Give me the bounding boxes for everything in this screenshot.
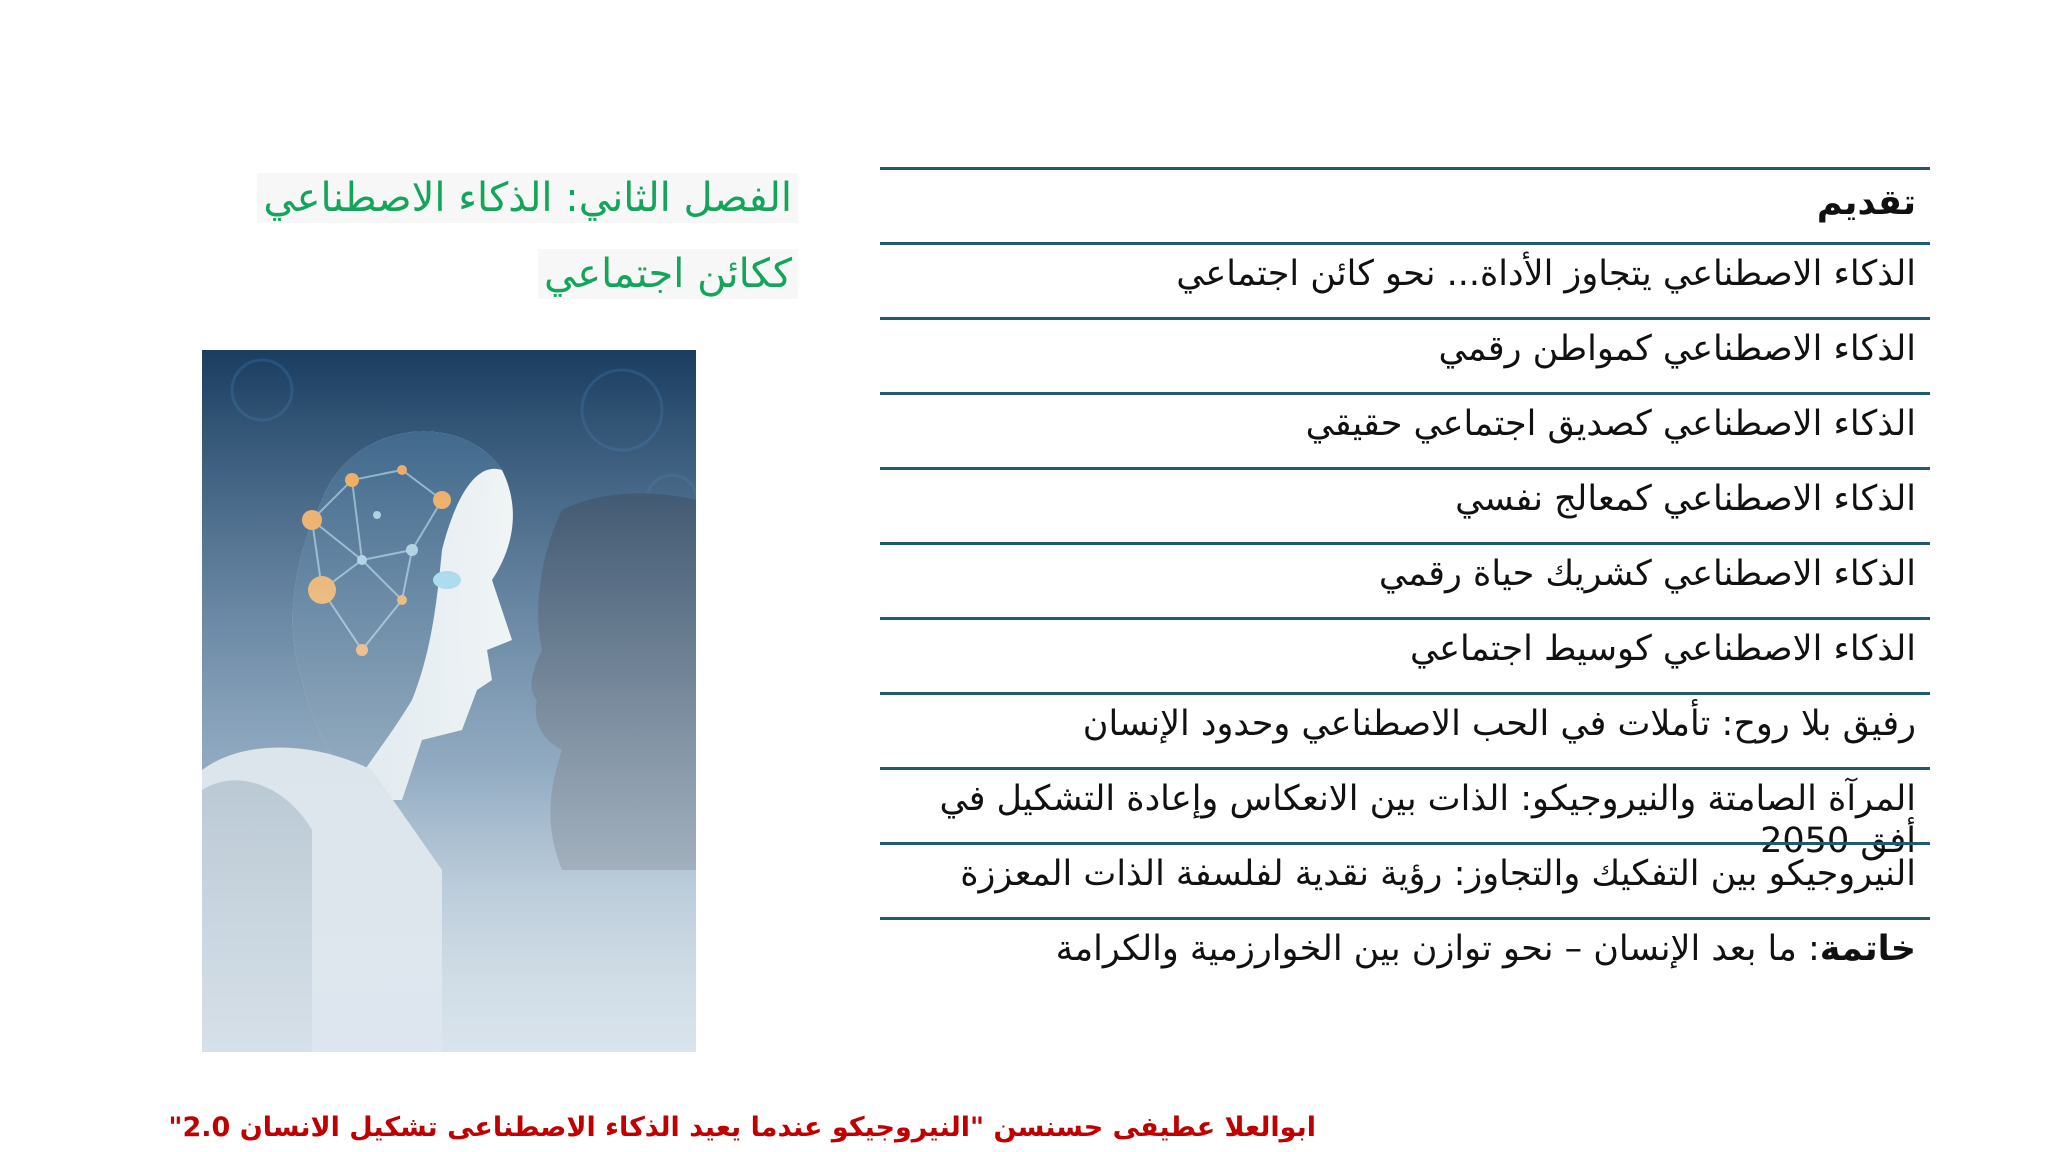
toc-item: الذكاء الاصطناعي يتجاوز الأداة... نحو كائن اجتماعي bbox=[1176, 254, 1916, 294]
toc-item: الذكاء الاصطناعي كمواطن رقمي bbox=[1438, 329, 1916, 369]
toc-item: رفيق بلا روح: تأملات في الحب الاصطناعي وحدود الإنسان bbox=[1082, 704, 1916, 744]
toc-item: المرآة الصامتة والنيروجيكو: الذات بين الانعكاس وإعادة التشكيل في أفق 2050 bbox=[939, 779, 1916, 861]
toc-item: الذكاء الاصطناعي كوسيط اجتماعي bbox=[1409, 629, 1916, 669]
toc-item: الذكاء الاصطناعي كصديق اجتماعي حقيقي bbox=[1305, 404, 1916, 444]
toc-item: الذكاء الاصطناعي كمعالج نفسي bbox=[1455, 479, 1916, 519]
toc-item-intro: تقديم bbox=[1816, 183, 1916, 223]
ai-robot-icon bbox=[202, 350, 696, 1052]
toc-item-conclusion bbox=[894, 928, 1916, 970]
table-of-contents bbox=[880, 167, 1930, 992]
toc-row[interactable] bbox=[880, 767, 1930, 861]
toc-row[interactable] bbox=[880, 692, 1930, 767]
toc-row[interactable] bbox=[880, 542, 1930, 617]
conclusion-text: : ما بعد الإنسان – نحو توازن بين الخوارزمية والكرامة bbox=[1055, 929, 1820, 969]
toc-row[interactable] bbox=[880, 392, 1930, 467]
chapter-title-line-2: ككائن اجتماعي bbox=[538, 249, 798, 299]
toc-row[interactable] bbox=[880, 617, 1930, 692]
toc-item: الذكاء الاصطناعي كشريك حياة رقمي bbox=[1378, 554, 1916, 594]
footer-citation: ابوالعلا عطيفى حسنسن "النيروجيكو عندما يعيد الذكاء الاصطناعى تشكيل الانسان 2.0" bbox=[168, 1112, 1316, 1143]
toc-row-conclusion[interactable] bbox=[880, 917, 1930, 992]
conclusion-label: خاتمة bbox=[1819, 929, 1916, 969]
toc-row[interactable] bbox=[880, 467, 1930, 542]
cover-illustration bbox=[202, 350, 696, 1052]
toc-row[interactable] bbox=[880, 317, 1930, 392]
toc-row[interactable] bbox=[880, 842, 1930, 917]
chapter-title-line-1: الفصل الثاني: الذكاء الاصطناعي bbox=[257, 173, 798, 223]
toc-row[interactable] bbox=[880, 167, 1930, 242]
toc-item: النيروجيكو بين التفكيك والتجاوز: رؤية نقدية لفلسفة الذات المعززة bbox=[960, 854, 1916, 894]
chapter-title bbox=[257, 160, 798, 312]
toc-row[interactable] bbox=[880, 242, 1930, 317]
